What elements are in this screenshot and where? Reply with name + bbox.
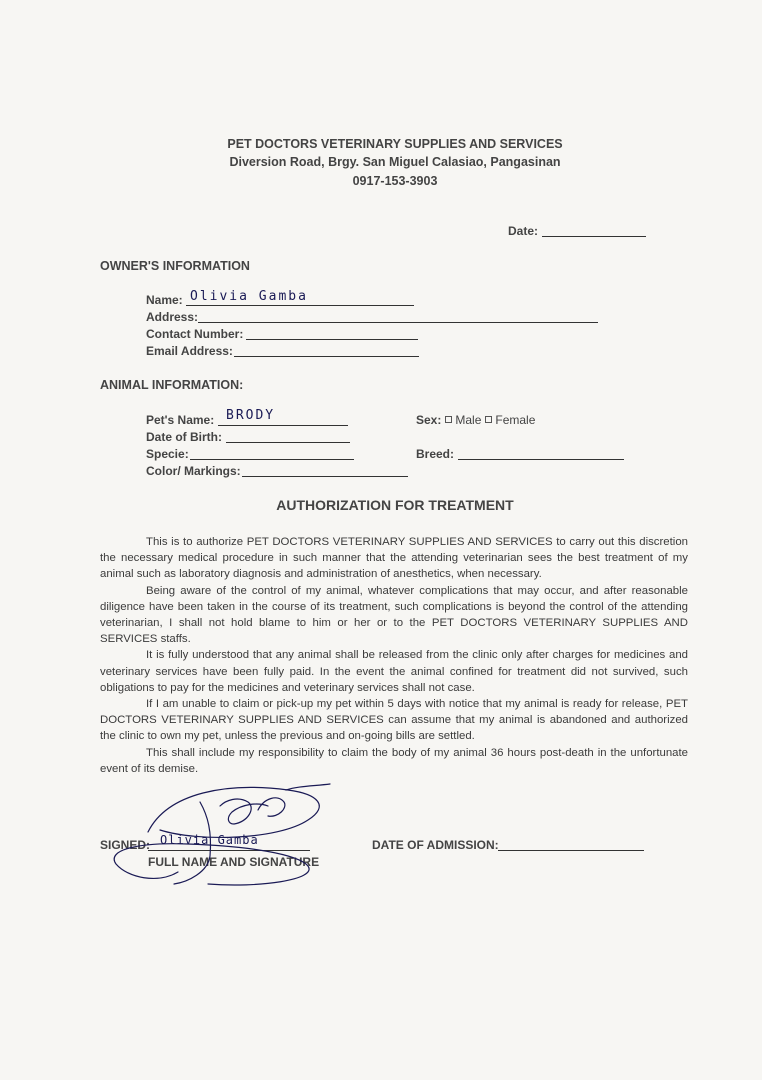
signed-name-value: Olivia Gamba — [160, 833, 259, 847]
breed-label: Breed: — [416, 447, 455, 461]
female-checkbox[interactable] — [485, 416, 492, 423]
owner-heading: OWNER'S INFORMATION — [100, 259, 250, 273]
owner-name-label: Name: — [146, 293, 183, 307]
owner-name-line[interactable] — [186, 305, 414, 306]
pet-name-value: BRODY — [226, 408, 276, 423]
owner-address-label: Address: — [146, 310, 199, 324]
authorization-paragraph-5: This shall include my responsibility to claim the body of my animal 36 hours post-death in the unfortunate event of its demise. — [100, 746, 688, 775]
authorization-paragraph-2: Being aware of the control of my animal, whatever complications that may occur, and after reasonable diligence have been taken in the course of its treatment, such complications is beyond the control of the attending veterinarian, I shall not hold blame to him or her or to the PET DOCTORS VETERINARY SUPPLIES AND SERVICES staffs. — [100, 584, 688, 646]
owner-name-value: Olivia Gamba — [190, 289, 308, 304]
authorization-title: AUTHORIZATION FOR TREATMENT — [276, 497, 514, 513]
signed-label: SIGNED: — [100, 838, 151, 852]
owner-email-label: Email Address: — [146, 344, 233, 358]
date-label: Date: — [508, 224, 539, 238]
date-line[interactable] — [542, 236, 646, 237]
sex-field — [416, 413, 535, 427]
authorization-body — [100, 534, 688, 777]
breed-line[interactable] — [458, 459, 624, 460]
female-option: Female — [495, 413, 536, 427]
male-option: Male — [455, 413, 482, 427]
animal-heading: ANIMAL INFORMATION: — [100, 378, 244, 392]
signature-caption: FULL NAME AND SIGNATURE — [148, 855, 320, 869]
specie-label: Specie: — [146, 447, 189, 461]
dob-label: Date of Birth: — [146, 430, 222, 444]
color-line[interactable] — [242, 476, 408, 477]
specie-line[interactable] — [190, 459, 354, 460]
owner-contact-line[interactable] — [246, 339, 418, 340]
owner-email-line[interactable] — [234, 356, 419, 357]
male-checkbox[interactable] — [445, 416, 452, 423]
admission-label: DATE OF ADMISSION: — [372, 838, 499, 852]
dob-line[interactable] — [226, 442, 350, 443]
company-phone: 0917-153-3903 — [352, 174, 438, 188]
company-name: PET DOCTORS VETERINARY SUPPLIES AND SERVICES — [227, 137, 563, 151]
handwritten-signature-icon — [108, 772, 338, 892]
owner-contact-label: Contact Number: — [146, 327, 244, 341]
pet-name-line[interactable] — [218, 425, 348, 426]
authorization-paragraph-1: This is to authorize PET DOCTORS VETERINARY SUPPLIES AND SERVICES to carry out this discretion the necessary medical procedure in such manner that the attending veterinarian sees the best treatment of my animal such as laboratory diagnosis and administration of anesthetics, when necessary. — [100, 536, 688, 581]
admission-line[interactable] — [498, 850, 644, 851]
owner-address-line[interactable] — [198, 322, 598, 323]
sex-label: Sex: — [416, 413, 442, 427]
company-address: Diversion Road, Brgy. San Miguel Calasiao, Pangasinan — [229, 155, 561, 169]
authorization-paragraph-4: If I am unable to claim or pick-up my pet within 5 days with notice that my animal is ready for release, PET DOCTORS VETERINARY SUPPLIES AND SERVICES can assume that my animal is abandoned and authorized the clinic to own my pet, unless the previous and on-going bills are settled. — [100, 698, 688, 743]
authorization-paragraph-3: It is fully understood that any animal shall be released from the clinic only after charges for medicines and veterinary services have been fully paid. In the event the animal confined for treatment did not survived, such obligations to pay for the medicines and veterinary services shall not case. — [100, 649, 688, 694]
pet-name-label: Pet's Name: — [146, 413, 215, 427]
color-label: Color/ Markings: — [146, 464, 241, 478]
